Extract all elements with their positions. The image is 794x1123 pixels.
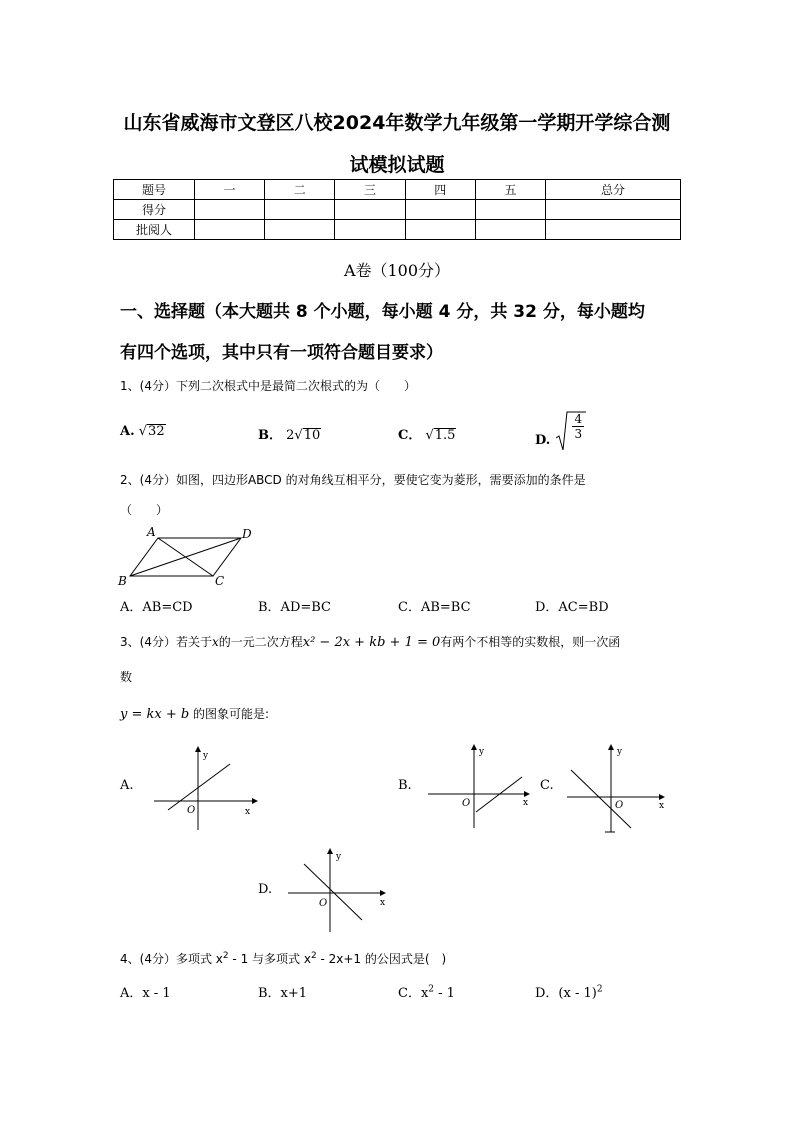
q2-option-c[interactable]: C．AB=BC: [398, 600, 471, 615]
question-3-stem: [120, 633, 620, 650]
axis-label-x: x: [659, 801, 665, 811]
table-cell: 题号: [114, 180, 195, 200]
axis-label-y: y: [479, 747, 485, 757]
q3-option-c-label[interactable]: C.: [540, 778, 554, 793]
axis-label-y: y: [336, 852, 342, 862]
origin-label: O: [615, 800, 624, 811]
function-line: [571, 770, 631, 828]
score-input-cell[interactable]: [546, 200, 681, 220]
stem-text: 的图象可能是:: [193, 707, 270, 721]
stem-text: 3、(4分）若关于: [120, 635, 212, 649]
q3-option-d-graph[interactable]: [284, 846, 394, 936]
origin-label: O: [319, 898, 328, 909]
q3-option-d-label[interactable]: D.: [258, 882, 273, 897]
sqrt-fraction: [556, 410, 586, 452]
score-table-row: [114, 220, 681, 240]
exponent: 2: [428, 984, 435, 995]
option-label: B．: [258, 428, 282, 443]
table-cell: 三: [335, 180, 405, 200]
question-2-stem: 2、(4分）如图，四边形ABCD 的对角线互相平分，要使它变为菱形，需要添加的条件是: [120, 473, 586, 487]
question-2-paren: （ ）: [120, 503, 169, 517]
option-label: C．: [398, 428, 422, 443]
question-4-stem: [120, 950, 446, 967]
table-cell: 一: [195, 180, 265, 200]
function-line: [168, 764, 230, 810]
coefficient: 2: [286, 428, 295, 443]
x-axis-arrow: [659, 794, 665, 800]
vertex-label-b: B: [118, 574, 127, 588]
q4-option-c[interactable]: [398, 982, 455, 1001]
page-title: 山东省威海市文登区八校2024年数学九年级第一学期开学综合测: [123, 112, 671, 134]
q1-option-c[interactable]: C． √1.5: [398, 428, 456, 443]
table-cell: 五: [475, 180, 545, 200]
parallelogram-figure: [115, 523, 260, 588]
q4-option-b[interactable]: B．x+1: [258, 986, 308, 1001]
origin-label: O: [187, 805, 196, 816]
radicand: 32: [148, 424, 165, 439]
score-input-cell[interactable]: [265, 220, 335, 240]
axis-label-x: x: [380, 898, 386, 908]
stem-text: - 1 与多项式 x: [228, 952, 311, 966]
q3-option-b-label[interactable]: B.: [398, 778, 412, 793]
table-cell: 二: [265, 180, 335, 200]
table-cell: 得分: [114, 200, 195, 220]
option-text: D．(x - 1): [535, 986, 597, 1001]
score-input-cell[interactable]: [405, 220, 475, 240]
score-table: [113, 179, 681, 240]
question-3-stem-line2: 数: [120, 670, 133, 684]
page-title-continued: 试模拟试题: [349, 154, 445, 176]
score-input-cell[interactable]: [265, 200, 335, 220]
q3-option-b-graph[interactable]: [426, 742, 536, 832]
section-a-heading: A卷（100分）: [343, 261, 451, 280]
axis-label-x: x: [245, 807, 251, 817]
linear-function: y = kx + b: [120, 707, 190, 722]
q3-option-a-graph[interactable]: [150, 744, 260, 834]
axis-label-y: y: [203, 751, 209, 761]
exponent: 2: [596, 984, 603, 995]
y-axis-arrow: [327, 848, 333, 854]
section-heading-continued: 有四个选项，其中只有一项符合题目要求）: [120, 343, 443, 363]
score-table-row: [114, 200, 681, 220]
y-axis-arrow: [608, 744, 614, 750]
exponent: 2: [222, 951, 229, 961]
stem-text: 4、(4分）多项式 x: [120, 952, 223, 966]
origin-label: O: [462, 798, 471, 809]
score-input-cell[interactable]: [335, 220, 405, 240]
q3-option-c-graph[interactable]: [565, 742, 675, 836]
q2-option-d[interactable]: D．AC=BD: [535, 600, 609, 615]
q4-option-a[interactable]: A．x - 1: [120, 986, 171, 1001]
y-axis-arrow: [471, 744, 477, 750]
option-label: D.: [535, 432, 551, 448]
score-input-cell[interactable]: [475, 220, 545, 240]
variable-x: x: [211, 635, 219, 649]
score-input-cell[interactable]: [335, 200, 405, 220]
score-input-cell[interactable]: [405, 200, 475, 220]
axis-label-y: y: [617, 747, 623, 757]
score-table-header-row: [114, 180, 681, 200]
score-input-cell[interactable]: [195, 200, 265, 220]
score-input-cell[interactable]: [546, 220, 681, 240]
vertex-label-c: C: [215, 574, 225, 588]
x-axis-arrow: [524, 791, 530, 797]
option-label: A.: [120, 424, 135, 439]
equation: x² − 2x + kb + 1 = 0: [302, 635, 441, 650]
option-text: C．x: [398, 986, 429, 1001]
y-axis-arrow: [195, 746, 201, 752]
x-axis-arrow: [380, 890, 386, 896]
q2-option-a[interactable]: A．AB=CD: [120, 600, 193, 615]
table-cell: 总分: [546, 180, 681, 200]
stem-text: 的一元二次方程: [218, 635, 303, 649]
fraction-numerator: 4: [574, 412, 583, 426]
stem-text: - 2x+1 的公因式是( ): [316, 952, 447, 966]
axis-label-x: x: [523, 798, 529, 808]
question-3-stem-line3: [120, 705, 269, 722]
vertex-label-a: A: [147, 525, 156, 539]
exponent: 2: [310, 951, 317, 961]
diagonal-bd: [130, 538, 241, 576]
question-1-stem: 1、(4分）下列二次根式中是最简二次根式的为（ ）: [120, 379, 416, 393]
q1-option-b[interactable]: B． 2√10: [258, 428, 321, 443]
table-cell: 批阅人: [114, 220, 195, 240]
score-input-cell[interactable]: [195, 220, 265, 240]
vertex-label-d: D: [242, 527, 252, 541]
radicand: 1.5: [434, 428, 456, 443]
q2-option-b[interactable]: B．AD=BC: [258, 600, 331, 615]
fraction-denominator: 3: [574, 427, 583, 441]
function-line: [304, 864, 362, 920]
q4-option-d[interactable]: [535, 982, 603, 1001]
option-text: - 1: [434, 986, 455, 1001]
section-heading: 一、选择题（本大题共 8 个小题，每小题 4 分，共 32 分，每小题均: [120, 302, 645, 322]
score-input-cell[interactable]: [475, 200, 545, 220]
stem-text: 有两个不相等的实数根，则一次函: [440, 635, 621, 649]
q3-option-a-label[interactable]: A.: [120, 778, 134, 793]
radicand: 10: [303, 428, 321, 443]
table-cell: 四: [405, 180, 475, 200]
q1-option-d[interactable]: [535, 410, 583, 448]
x-axis-arrow: [252, 798, 258, 804]
q1-option-a[interactable]: A. √32: [120, 424, 165, 439]
